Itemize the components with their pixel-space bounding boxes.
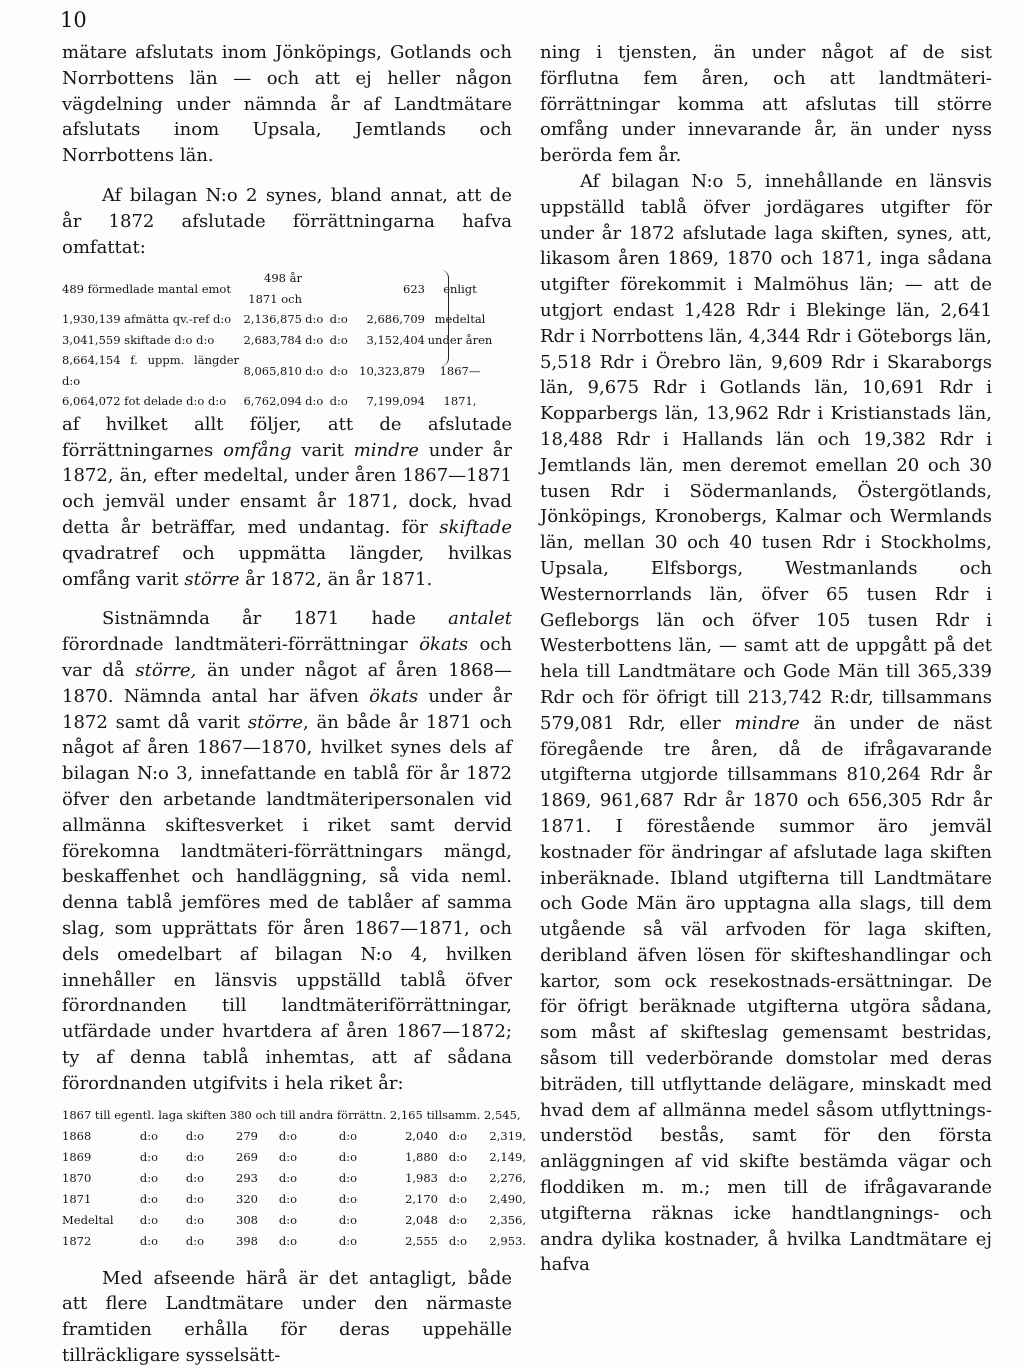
table-cell: d:o: [448, 1191, 468, 1206]
table-cell: d:o: [278, 1128, 298, 1143]
table-cell: d:o: [139, 1212, 159, 1227]
table-cell: 2,490,: [489, 1191, 526, 1206]
table-cell: 2,170: [405, 1191, 438, 1206]
table-cell: Medeltal: [62, 1212, 114, 1227]
table-cell: d:o d:o: [305, 312, 348, 327]
left-paragraph-1: mätare afslutats inom Jönköpings, Gotlands och Norrbottens län — och att ej heller någon vägdelning under nämnda år af Landtmätare afslutats inom Upsala, Jemtlands och Norrbottens län.: [62, 42, 512, 167]
table-cell: d:o: [185, 1128, 205, 1143]
table-cell: 2,048: [405, 1212, 438, 1227]
table-cell: 2,319,: [489, 1128, 526, 1143]
table-cell: 623: [403, 281, 425, 296]
table-cell: d:o: [278, 1170, 298, 1185]
table-cell: 3,041,559 skiftade d:o d:o: [62, 332, 215, 347]
table-brace: [440, 270, 449, 366]
table-cell: d:o d:o: [305, 332, 348, 347]
table-cell: 320: [236, 1191, 258, 1206]
table-cell: 8,664,154 f. uppm. längder d:o: [62, 353, 239, 388]
table-cell: 2,136,875: [243, 312, 302, 327]
right-column: [540, 40, 992, 1278]
left-paragraph-4: Sistnämnda år 1871 hade antalet förordnade landtmäteri-förrättningar ökats och var då större, än under något af åren 1868—1870. Nämnda antal har äfven ökats under år 1872 samt då varit större, än både år 1871 och något af åren 1867—1870, hvilket synes dels af bilagan N:o 3, innefattande en tablå för år 1872 öfver den arbetande landtmäteripersonalen vid allmänna skiftesverket i riket samt dervid förekomna landtmäteri-förrättningars mängd, beskaffenhet och handläggning, så vida neml. denna tablå jemföres med de tablåer af samma slag, som upprättats för åren 1867—1871, och dels omedelbart af bilagan N:o 4, hvilken innehåller en länsvis uppställd tablå öfver förordnanden till landtmäteriförrättningar, utfärdade under hvartdera af åren 1867—1872; ty af denna tablå inhemtas, att af sådana förordnanden utgifvits i hela riket år:: [62, 608, 513, 1094]
table-cell: d:o: [338, 1191, 358, 1206]
page-number: 10: [60, 8, 87, 32]
table-cell: 1,930,139 afmätta qv.-ref d:o: [62, 312, 232, 327]
table-cell: 8,065,810: [243, 363, 302, 378]
table-cell: 1872: [62, 1233, 92, 1248]
table-cell: d:o: [185, 1149, 205, 1164]
table-cell: 1870: [62, 1170, 92, 1185]
table-cell: 269: [236, 1149, 258, 1164]
left-column: [62, 40, 526, 1369]
table-cell: 398: [236, 1233, 258, 1248]
table-cell: 1,983: [405, 1170, 438, 1185]
table-cell: d:o: [139, 1233, 159, 1248]
table-cell: d:o: [185, 1191, 205, 1206]
table-cell: 2,953.: [489, 1233, 526, 1248]
table-cell: 2,356,: [489, 1212, 526, 1227]
table-cell: d:o: [448, 1212, 468, 1227]
table-cell: d:o: [139, 1170, 159, 1185]
table-cell: 2,683,784: [243, 332, 302, 347]
left-paragraph-3: af hvilket allt följer, att de afslutade förrättningarnes omfång varit mindre under år 1872, än, efter medeltal, under åren 1867—1871 och jemväl under ensamt år 1871, dock, hvad detta år beträffar, med undantag. för skiftade qvadratref och uppmätta längder, hvilkas omfång varit större år 1872, än år 1871.: [62, 413, 512, 590]
table-cell: d:o: [139, 1191, 159, 1206]
appointments-table: [62, 1105, 521, 1126]
table-cell: d:o: [448, 1149, 468, 1164]
table-cell: d:o: [338, 1128, 358, 1143]
table-cell: d:o: [185, 1233, 205, 1248]
table-cell: d:o: [448, 1170, 468, 1185]
table-cell: 2,555: [405, 1233, 438, 1248]
table-cell: 10,323,879: [359, 363, 425, 378]
table-cell: 498 år 1871 och: [248, 271, 302, 306]
table-note: enligt: [443, 281, 477, 296]
left-paragraph-2: Af bilagan N:o 2 synes, bland annat, att de år 1872 afslutade förrättningarna hafva omfattat:: [62, 184, 512, 258]
table-cell: d:o: [278, 1149, 298, 1164]
table-cell: d:o: [278, 1212, 298, 1227]
table-cell: 489 förmedlade mantal emot: [62, 281, 231, 296]
table-cell: d:o: [185, 1170, 205, 1185]
right-paragraph-2: Af bilagan N:o 5, innehållande en länsvis uppställd tablå öfver jordägares utgifter för under år 1872 afslutade laga skiften, synes, att, likasom åren 1869, 1870 och 1871, inga sådana utgifter förekommit i Malmöhus län; — att de utgjort endast 1,428 Rdr i Blekinge län, 2,641 Rdr i Norrbottens län, 4,344 Rdr i Göteborgs län, 5,518 Rdr i Örebro län, 9,609 Rdr i Skaraborgs län, 9,675 Rdr i Gotlands län, 10,691 Rdr i Kopparbergs län, 13,962 Rdr i Kristianstads län, 18,488 Rdr i Hallands län och 19,382 Rdr i Jemtlands län, men deremot emellan 20 och 30 tusen Rdr i Södermanlands, Östergötlands, Jönköpings, Kronobergs, Kalmar och Wermlands län, mellan 30 och 40 tusen Rdr i Stockholms, Upsala, Elfsborgs, Westmanlands och Westernorrlands län, öfver 65 tusen Rdr i Gefleborgs län och öfver 105 tusen Rdr i Westerbottens län, — samt att de uppgått på det hela till Landtmätare och Gode Män till 365,339 Rdr och för öfrigt till 213,742 R:dr, tillsammans 579,081 Rdr, eller mindre än under de näst föregående tre åren, då de ifrågavarande utgifterna utgjorde tillsammans 810,264 Rdr år 1869, 961,687 Rdr år 1870 och 656,305 Rdr år 1871. I förestående summor äro jemväl kostnader för ändringar af afslutade laga skiften inberäknade. Ibland utgifterna till Landtmätare och Gode Män äro upptagna alla slags, till dem utgående så väl arfvoden för laga skiften, deribland äfven lösen för skifteshandlingar och kartor, som ock resekostnads-ersättningar. De för öfrigt beräknade utgifterna utgöra sådana, som måst af skifteslag gemensamt bestridas, såsom till vederbörande domstolar med deras biträden, till utflyttande delägare, minskadt med hvad dem af allmänna medel såsom utflyttnings-understöd bestås, samt för den första anläggningen af vid skifte bestämda vägar och floddiken m. m.; men till de ifrågavarande utgifterna räknas icke handtlangnings- och andra dylika kostnader, å hvilka Landtmätare ej hafva: [540, 170, 992, 1276]
table-cell: d:o d:o: [305, 394, 348, 409]
table-note: 1867—: [439, 363, 481, 378]
table-cell: 2,686,709: [366, 312, 425, 327]
table-cell: d:o: [338, 1149, 358, 1164]
table-cell: 1868: [62, 1128, 92, 1143]
table-note: medeltal: [434, 312, 486, 327]
table-note: under åren: [427, 332, 493, 347]
table-cell: d:o: [139, 1128, 159, 1143]
table-cell: d:o: [278, 1191, 298, 1206]
table-cell: 279: [236, 1128, 258, 1143]
table-cell: 2,149,: [489, 1149, 526, 1164]
table-cell: 293: [236, 1170, 258, 1185]
table-cell: d:o: [448, 1128, 468, 1143]
table-cell: 2,040: [405, 1128, 438, 1143]
table-cell: d:o: [139, 1149, 159, 1164]
survey-totals-table: [62, 268, 512, 412]
table-cell: 1871: [62, 1191, 92, 1206]
table-cell: d:o: [338, 1212, 358, 1227]
table-cell: 6,762,094: [243, 394, 302, 409]
left-paragraph-5: Med afseende härå är det antagligt, både att flere Landtmätare under den närmaste framtiden erhålla för deras uppehälle tillräckligare sysselsätt-: [62, 1267, 512, 1366]
table-cell: d:o d:o: [305, 363, 348, 378]
right-paragraph-1: ning i tjensten, än under något af de sist förflutna fem åren, och att landtmäteri-förrättningar komma att afslutas till större omfång under innevarande år, än under nyss berörda fem år.: [540, 42, 992, 167]
appointments-rows: [62, 1126, 526, 1252]
table-cell: 2,276,: [489, 1170, 526, 1185]
table-cell: 6,064,072 fot delade d:o d:o: [62, 394, 227, 409]
table-header: 1867 till egentl. laga skiften 380 och till andra förrättn. 2,165 tillsamm. 2,545,: [62, 1107, 521, 1122]
table-cell: 7,199,094: [366, 394, 425, 409]
table-cell: 308: [236, 1212, 258, 1227]
table-cell: 1869: [62, 1149, 92, 1164]
table-cell: d:o: [278, 1233, 298, 1248]
table-cell: d:o: [448, 1233, 468, 1248]
table-cell: d:o: [338, 1233, 358, 1248]
table-cell: 3,152,404: [366, 332, 425, 347]
table-cell: 1,880: [405, 1149, 438, 1164]
table-cell: d:o: [185, 1212, 205, 1227]
table-note: 1871,: [443, 394, 477, 409]
table-cell: d:o: [338, 1170, 358, 1185]
